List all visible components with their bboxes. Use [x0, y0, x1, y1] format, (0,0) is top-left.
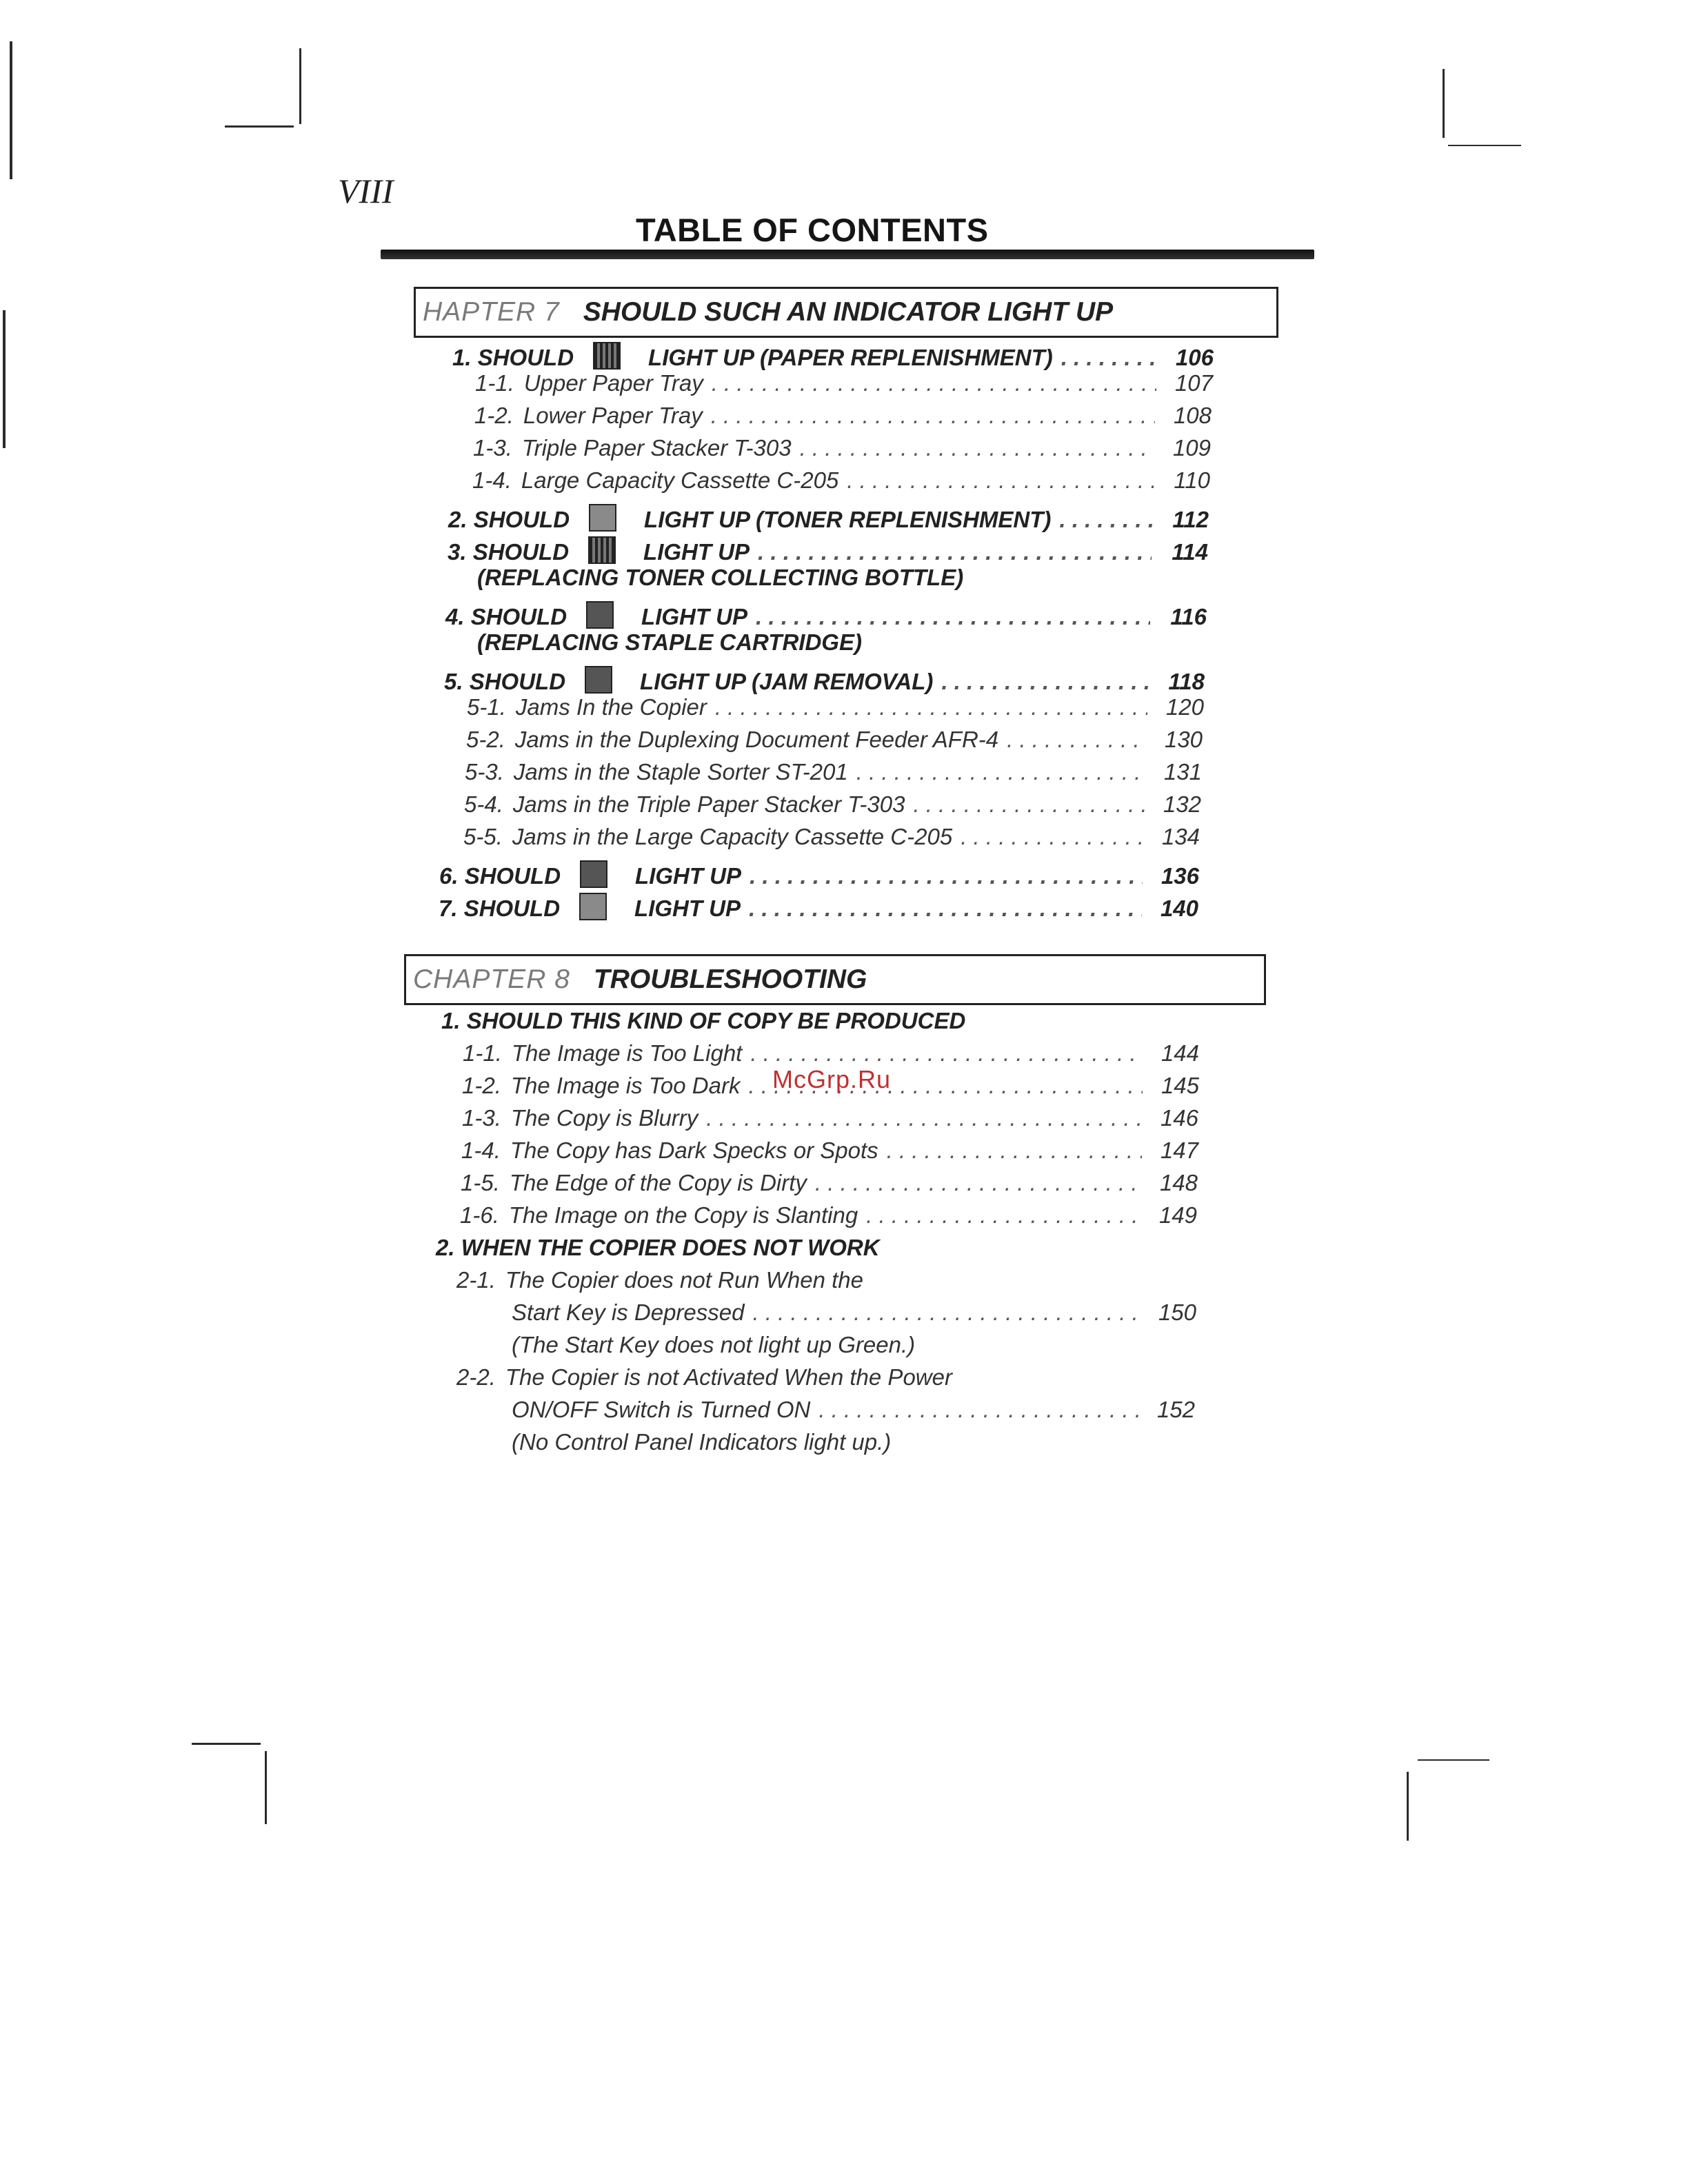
toc-continuation: Start Key is Depressed	[512, 1300, 745, 1325]
chapter-8-header	[404, 954, 1266, 1005]
dot-leader	[706, 1105, 1142, 1131]
toc-label: The Copier is not Activated When the Power	[505, 1364, 952, 1390]
toc-heading: 2. WHEN THE COPIER DOES NOT WORK	[436, 1235, 880, 1260]
toc-label: LIGHT UP (PAPER REPLENISHMENT)	[648, 345, 1053, 370]
toc-number: 5-2.	[466, 727, 505, 752]
crop-mark	[1443, 69, 1445, 138]
page-ref: 130	[1164, 727, 1203, 752]
toc-entry	[474, 403, 1212, 436]
toc-number: 5-3.	[465, 759, 504, 785]
toc-entry	[461, 1138, 1198, 1171]
dot-leader	[749, 896, 1142, 922]
chapter-label: CHAPTER 8	[413, 964, 570, 994]
toc-label: Jams in the Duplexing Document Feeder AFR-4	[514, 727, 999, 752]
toc-entry	[456, 1364, 1195, 1397]
page-ref: 152	[1156, 1397, 1195, 1422]
page-ref: 132	[1163, 791, 1201, 817]
toc-number: 1-3.	[473, 435, 512, 461]
dot-leader	[818, 1397, 1138, 1423]
dot-leader	[1007, 727, 1146, 753]
dot-leader	[1061, 345, 1157, 371]
page-ref: 149	[1158, 1202, 1197, 1228]
paper-icon	[593, 342, 621, 370]
page-ref: 109	[1172, 435, 1211, 461]
page-ref: 150	[1158, 1300, 1196, 1325]
service-icon	[580, 860, 607, 888]
page-ref: 116	[1170, 604, 1207, 629]
toc-label: Jams in the Large Capacity Cassette C-205	[512, 824, 953, 849]
crop-mark	[299, 48, 301, 124]
toc-entry	[441, 1008, 1200, 1041]
dot-leader	[847, 467, 1154, 494]
dot-leader	[711, 403, 1155, 429]
page-ref: 110	[1174, 467, 1210, 493]
toc-entry	[444, 662, 1205, 695]
toc-entry	[467, 694, 1204, 727]
dot-leader	[815, 1170, 1141, 1196]
toc-entry	[512, 1429, 1194, 1462]
dot-leader	[756, 604, 1150, 630]
crop-mark	[10, 41, 12, 179]
page-ref: 114	[1172, 539, 1208, 565]
toc-number: 1-4.	[461, 1138, 501, 1163]
toc-number: 1-4.	[472, 467, 512, 493]
dot-leader	[913, 791, 1145, 818]
toner-icon	[589, 504, 616, 532]
page-ref: 140	[1160, 896, 1198, 921]
toc-entry	[464, 791, 1201, 825]
toc-entry	[465, 759, 1202, 792]
dot-leader	[941, 669, 1148, 695]
toc-entry	[512, 1332, 1196, 1365]
toc-number: 3. SHOULD	[448, 539, 570, 565]
toc-entry	[439, 856, 1199, 889]
crop-mark	[225, 125, 294, 128]
chapter-name: TROUBLESHOOTING	[593, 964, 867, 994]
toc-entry	[466, 727, 1203, 760]
toc-number: 1-5.	[461, 1170, 500, 1195]
page-ref: 144	[1160, 1040, 1199, 1066]
toc-label: LIGHT UP	[643, 539, 750, 565]
dot-leader	[800, 435, 1154, 461]
toc-label: LIGHT UP (JAM REMOVAL)	[640, 669, 934, 694]
page-ref: 112	[1172, 507, 1209, 532]
page-ref: 146	[1160, 1105, 1198, 1131]
toc-entry	[456, 1267, 1196, 1300]
toc-label: The Image is Too Light	[511, 1040, 743, 1066]
toc-label: Lower Paper Tray	[523, 403, 703, 428]
toc-continuation: ON/OFF Switch is Turned ON	[512, 1397, 811, 1422]
toc-label: The Copy is Blurry	[510, 1105, 699, 1131]
page-title: TABLE OF CONTENTS	[636, 212, 989, 248]
toc-label: Upper Paper Tray	[523, 370, 703, 396]
title-rule	[381, 250, 1314, 259]
dot-leader	[887, 1138, 1142, 1164]
crop-mark	[192, 1743, 261, 1745]
toc-subtitle: (REPLACING TONER COLLECTING BOTTLE)	[477, 565, 964, 590]
toc-number: 2-1.	[456, 1267, 496, 1293]
toc-number: 1-3.	[462, 1105, 501, 1131]
toc-label: Jams in the Staple Sorter ST-201	[513, 759, 848, 785]
toc-number: 7. SHOULD	[439, 896, 561, 921]
crop-mark	[1448, 145, 1521, 146]
page-number: VIII	[338, 172, 394, 210]
toner-bottle-icon	[588, 536, 616, 564]
toc-entry	[512, 1397, 1195, 1430]
page-ref: 136	[1160, 863, 1199, 889]
toc-entry	[436, 1235, 1197, 1268]
toc-continuation: (The Start Key does not light up Green.)	[512, 1332, 916, 1357]
toc-number: 1-2.	[474, 403, 514, 428]
toc-label: The Edge of the Copy is Dirty	[509, 1170, 807, 1195]
toc-entry	[448, 532, 1208, 565]
toc-label: Jams in the Triple Paper Stacker T-303	[512, 791, 905, 817]
toc-entry	[445, 597, 1207, 630]
toc-heading: 1. SHOULD THIS KIND OF COPY BE PRODUCED	[441, 1008, 966, 1033]
page-ref: 145	[1160, 1073, 1199, 1098]
toc-number: 5-4.	[464, 791, 503, 817]
chapter-label: HAPTER 7	[423, 297, 560, 327]
toc-number: 5-1.	[467, 694, 506, 720]
staple-icon	[586, 601, 614, 629]
page-ref: 120	[1165, 694, 1204, 720]
chapter-7-header	[414, 287, 1278, 338]
toc-subtitle: (REPLACING STAPLE CARTRIDGE)	[477, 629, 862, 655]
toc-label: LIGHT UP	[634, 896, 741, 921]
crop-mark	[1407, 1772, 1409, 1841]
watermark: McGrp.Ru	[772, 1065, 892, 1093]
crop-mark	[1418, 1759, 1489, 1761]
toc-label: Large Capacity Cassette C-205	[521, 467, 839, 493]
dot-leader	[856, 759, 1145, 785]
toc-number: 5. SHOULD	[444, 669, 566, 694]
toc-label: LIGHT UP	[641, 604, 748, 629]
toc-number: 1-2.	[462, 1073, 501, 1098]
toc-entry	[462, 1105, 1198, 1138]
toc-entry	[461, 1170, 1198, 1203]
dot-leader	[750, 1040, 1143, 1066]
toc-entry	[473, 435, 1211, 468]
toc-entry	[439, 889, 1198, 922]
toc-label: The Copy has Dark Specks or Spots	[510, 1138, 878, 1163]
crop-mark	[3, 310, 6, 448]
dot-leader	[961, 824, 1143, 850]
toc-number: 4. SHOULD	[445, 604, 567, 629]
toc-label: Triple Paper Stacker T-303	[521, 435, 792, 461]
toc-number: 1-1.	[475, 370, 514, 396]
page-ref: 131	[1163, 759, 1202, 785]
jam-icon	[585, 666, 612, 694]
toc-number: 2. SHOULD	[448, 507, 570, 532]
toc-entry	[477, 565, 1207, 598]
page-ref: 106	[1175, 345, 1214, 370]
toc-label: LIGHT UP	[635, 863, 742, 889]
dot-leader	[712, 370, 1156, 396]
toc-entry	[463, 824, 1200, 857]
chapter-name: SHOULD SUCH AN INDICATOR LIGHT UP	[583, 297, 1114, 327]
toc-entry	[460, 1202, 1197, 1235]
page-ref: 147	[1160, 1138, 1198, 1163]
toc-number: 1-1.	[463, 1040, 502, 1066]
toc-number: 6. SHOULD	[439, 863, 561, 889]
crop-mark	[265, 1751, 267, 1824]
dot-leader	[866, 1202, 1141, 1228]
toc-continuation: (No Control Panel Indicators light up.)	[512, 1429, 892, 1455]
warning-icon	[579, 893, 607, 920]
toc-number: 5-5.	[463, 824, 503, 849]
toc-label: The Image is Too Dark	[510, 1073, 741, 1098]
dot-leader	[752, 1300, 1140, 1326]
toc-entry	[448, 500, 1209, 533]
dot-leader	[1059, 507, 1152, 533]
toc-entry	[452, 338, 1214, 371]
toc-label: The Image on the Copy is Slanting	[508, 1202, 858, 1228]
toc-number: 1. SHOULD	[452, 345, 574, 370]
toc-entry	[512, 1300, 1196, 1333]
toc-number: 1-6.	[460, 1202, 499, 1228]
dot-leader	[715, 694, 1147, 720]
toc-entry	[472, 467, 1210, 501]
toc-label: The Copier does not Run When the	[505, 1267, 864, 1293]
page-ref: 108	[1173, 403, 1212, 428]
dot-leader	[750, 863, 1143, 889]
page-ref: 148	[1159, 1170, 1198, 1195]
page-ref: 118	[1168, 669, 1205, 694]
toc-entry	[475, 370, 1213, 403]
page-ref: 107	[1174, 370, 1213, 396]
dot-leader	[758, 539, 1152, 565]
toc-label: LIGHT UP (TONER REPLENISHMENT)	[644, 507, 1052, 532]
toc-number: 2-2.	[456, 1364, 496, 1390]
page-ref: 134	[1161, 824, 1200, 849]
toc-label: Jams In the Copier	[515, 694, 707, 720]
toc-entry	[477, 629, 1205, 663]
